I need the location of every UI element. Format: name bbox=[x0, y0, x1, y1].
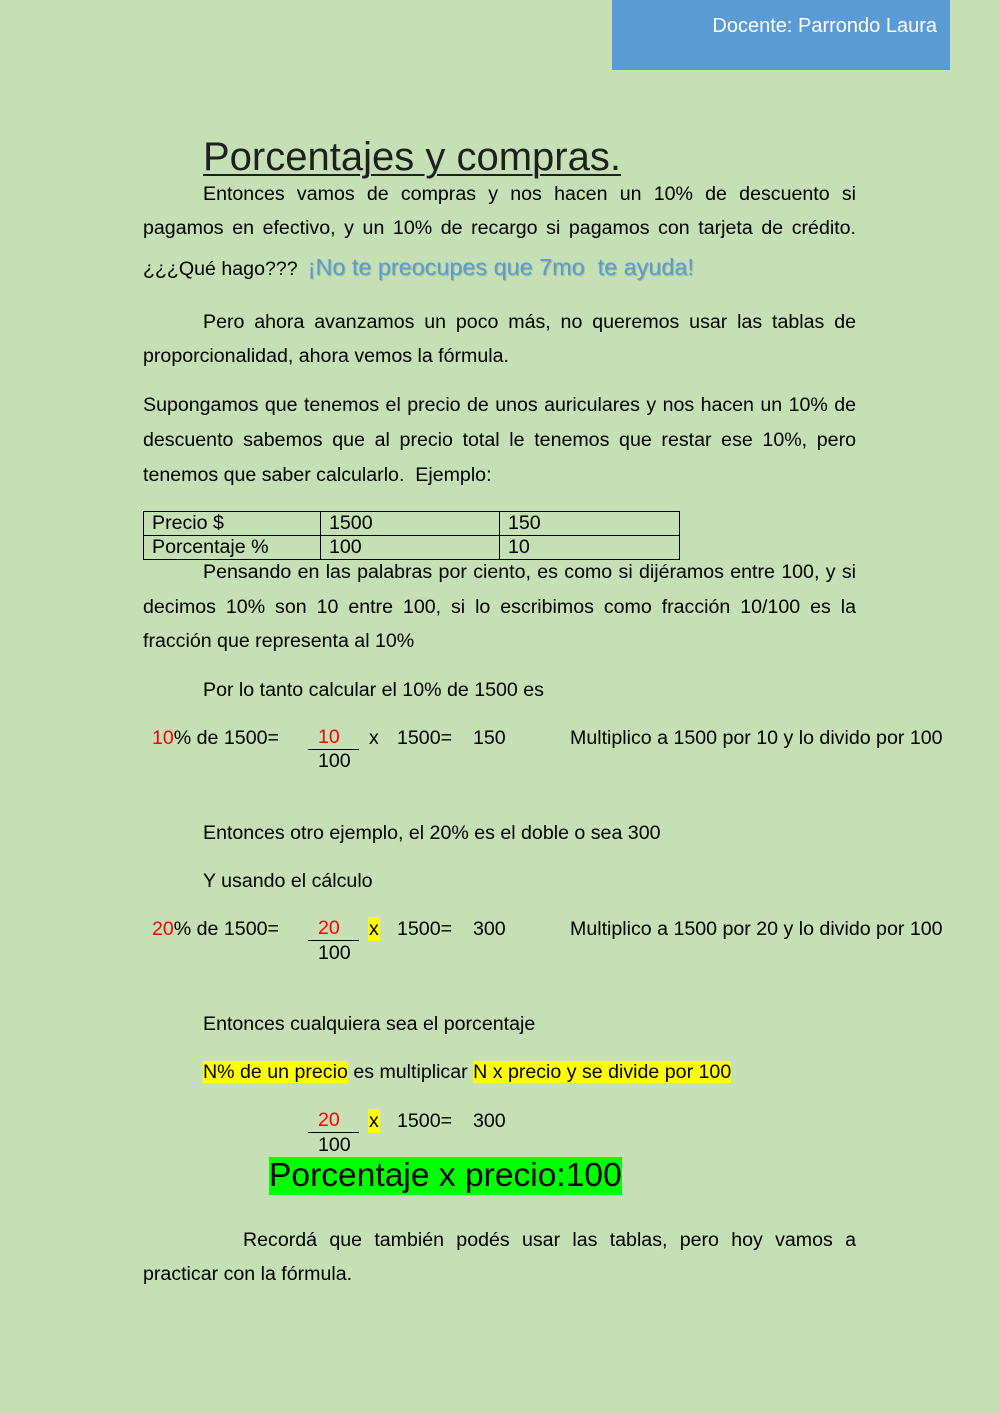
calc-intro: Por lo tanto calcular el 10% de 1500 es bbox=[203, 679, 544, 701]
of-amount-text: % de 1500= bbox=[173, 918, 279, 940]
intro-question-line bbox=[143, 255, 694, 279]
closing-line-2: practicar con la fórmula. bbox=[143, 1263, 353, 1285]
multiply-sign: x bbox=[369, 727, 379, 749]
explanation-line-2: decimos 10% son 10 entre 100, si lo escribimos como fracción 10/100 es la bbox=[143, 596, 856, 618]
multiply-sign-wrapper bbox=[368, 1109, 380, 1133]
percent-value: 20 bbox=[152, 918, 174, 940]
general-intro: Entonces cualquiera sea el porcentaje bbox=[203, 1013, 536, 1035]
formula-note: Multiplico a 1500 por 20 y lo divido por 100 bbox=[570, 918, 943, 940]
second-example: Entonces otro ejemplo, el 20% es el doble o sea 300 bbox=[203, 822, 661, 844]
fraction-denominator: 100 bbox=[318, 942, 351, 964]
multiply-sign-wrapper bbox=[368, 917, 380, 941]
example-intro-line-3: tenemos que saber calcularlo. Ejemplo: bbox=[143, 464, 492, 486]
result: 300 bbox=[473, 1110, 506, 1132]
percent-value: 10 bbox=[152, 727, 174, 749]
page-title: Porcentajes y compras. bbox=[203, 135, 621, 179]
rule-operation: N x precio y se divide por 100 bbox=[473, 1061, 732, 1083]
question-text: ¿¿¿Qué hago??? bbox=[143, 258, 298, 280]
formula-note: Multiplico a 1500 por 10 y lo divido por 100 bbox=[570, 727, 943, 749]
using-calc: Y usando el cálculo bbox=[203, 870, 373, 892]
example-intro-line-1: Supongamos que tenemos el precio de unos auriculares y nos hacen un 10% de bbox=[143, 394, 856, 416]
multiply-sign: x bbox=[369, 1110, 379, 1132]
table-cell: 10 bbox=[500, 536, 680, 560]
intro-line-1: Entonces vamos de compras y nos hacen un 10% de descuento si bbox=[203, 183, 856, 205]
closing-line-1: Recordá que también podés usar las tablas, pero hoy vamos a bbox=[243, 1229, 856, 1251]
of-amount-text: % de 1500= bbox=[173, 727, 279, 749]
teacher-name: Docente: Parrondo Laura bbox=[712, 15, 937, 37]
table-cell: 150 bbox=[500, 512, 680, 536]
numerator-value: 20 bbox=[318, 917, 340, 939]
formula-intro-line-2: proporcionalidad, ahora vemos la fórmula. bbox=[143, 345, 509, 367]
amount: 1500= bbox=[397, 918, 453, 940]
rule-verb: es multiplicar bbox=[353, 1061, 468, 1083]
fraction-numerator bbox=[308, 916, 359, 941]
table-cell: 100 bbox=[321, 536, 500, 560]
amount: 1500= bbox=[397, 727, 453, 749]
formula-intro-line-1: Pero ahora avanzamos un poco más, no queremos usar las tablas de bbox=[203, 311, 856, 333]
numerator-value: 10 bbox=[318, 726, 340, 748]
result: 150 bbox=[473, 727, 506, 749]
fraction-denominator: 100 bbox=[318, 750, 351, 772]
table-row-price bbox=[144, 512, 680, 536]
proportion-table bbox=[143, 511, 680, 560]
table-cell-label: Precio $ bbox=[144, 512, 321, 536]
example-intro-line-2: descuento sabemos que al precio total le tenemos que restar ese 10%, pero bbox=[143, 429, 856, 451]
general-rule bbox=[203, 1060, 731, 1084]
result: 300 bbox=[473, 918, 506, 940]
amount: 1500= bbox=[397, 1110, 453, 1132]
formula-2-label bbox=[152, 917, 279, 941]
fraction-denominator: 100 bbox=[318, 1134, 351, 1156]
fraction-numerator bbox=[308, 1108, 359, 1133]
table-row-percentage bbox=[144, 536, 680, 560]
formula-1-label bbox=[152, 726, 279, 750]
summary-formula: Porcentaje x precio:100 bbox=[269, 1157, 622, 1194]
encouragement-text: ¡No te preocupes que 7mo te ayuda! bbox=[307, 254, 694, 280]
intro-line-2: pagamos en efectivo, y un 10% de recargo si pagamos con tarjeta de crédito. bbox=[143, 217, 856, 239]
explanation-line-3: fracción que representa al 10% bbox=[143, 630, 415, 652]
table-cell: 1500 bbox=[321, 512, 500, 536]
numerator-value: 20 bbox=[318, 1109, 340, 1131]
fraction-numerator bbox=[308, 725, 359, 750]
rule-subject: N% de un precio bbox=[203, 1061, 348, 1083]
table-cell-label: Porcentaje % bbox=[144, 536, 321, 560]
header-banner bbox=[612, 0, 950, 70]
multiply-sign: x bbox=[369, 918, 379, 940]
explanation-line-1: Pensando en las palabras por ciento, es como si dijéramos entre 100, y si bbox=[203, 561, 856, 583]
